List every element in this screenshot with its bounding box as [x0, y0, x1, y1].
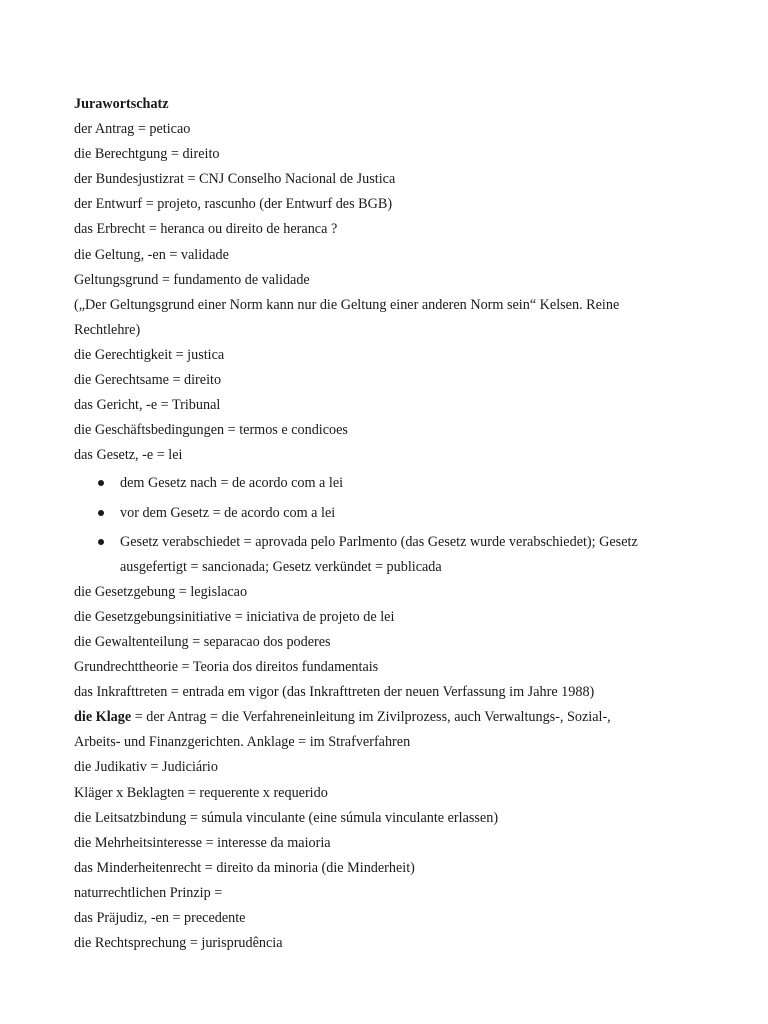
entry-gerechtigkeit: die Gerechtigkeit = justica	[74, 346, 225, 363]
bullet-icon	[98, 510, 104, 516]
entry-klaeger: Kläger x Beklagten = requerente x requerido	[74, 784, 328, 801]
klage-definition: = der Antrag = die Verfahreneinleitung im Zivilprozess, auch Verwaltungs-, Sozial-,	[131, 709, 611, 726]
entry-gericht: das Gericht, -e = Tribunal	[74, 397, 221, 414]
entry-geltung: die Geltung, -en = validade	[74, 246, 229, 263]
entry-gewaltenteilung: die Gewaltenteilung = separacao dos poderes	[74, 633, 331, 650]
entry-grundrechttheorie: Grundrechttheorie = Teoria dos direitos fundamentais	[74, 659, 379, 676]
entry-gesetzgebungsinitiative: die Gesetzgebungsinitiative = iniciativa de projeto de lei	[74, 608, 395, 625]
bullet-text: Gesetz verabschiedet = aprovada pelo Parlmento (das Gesetz wurde verabschiedet); Gesetz ausgefertigt = sancionada; Gesetz verkündet = publicada	[120, 533, 638, 575]
bullet-text: vor dem Gesetz = de acordo com a lei	[120, 504, 336, 521]
entry-berechtgung: die Berechtgung = direito	[74, 146, 220, 163]
entry-gesetz: das Gesetz, -e = lei	[74, 447, 183, 464]
entry-mehrheitsinteresse: die Mehrheitsinteresse = interesse da maioria	[74, 834, 331, 851]
kelsen-quote-line-1: („Der Geltungsgrund einer Norm kann nur die Geltung einer anderen Norm sein“ Kelsen. Reine	[74, 296, 620, 313]
entry-naturrecht: naturrechtlichen Prinzip =	[74, 884, 223, 901]
entry-bundesjustizrat: der Bundesjustizrat = CNJ Conselho Nacional de Justica	[74, 171, 396, 188]
entry-geschaeftsbedingungen: die Geschäftsbedingungen = termos e condicoes	[74, 422, 348, 439]
bullet-item	[74, 501, 694, 526]
entry-gesetzgebung: die Gesetzgebung = legislacao	[74, 583, 248, 600]
document-body	[74, 92, 694, 956]
entry-praejudiz: das Präjudiz, -en = precedente	[74, 910, 246, 926]
bullet-text: dem Gesetz nach = de acordo com a lei	[120, 475, 344, 492]
klage-term: die Klage	[74, 709, 132, 726]
entry-gerechtsame: die Gerechtsame = direito	[74, 372, 222, 389]
entry-geltungsgrund: Geltungsgrund = fundamento de validade	[74, 271, 310, 288]
entry-klage	[74, 705, 694, 730]
entry-minderheitenrecht: das Minderheitenrecht = direito da minoria (die Minderheit)	[74, 859, 415, 876]
entry-leitsatzbindung: die Leitsatzbindung = súmula vinculante (eine súmula vinculante erlassen)	[74, 809, 499, 826]
kelsen-quote-line-2: Rechtlehre)	[74, 321, 141, 338]
document-title: Jurawortschatz	[74, 96, 169, 112]
bullet-item	[74, 530, 694, 580]
entry-entwurf: der Entwurf = projeto, rascunho (der Entwurf des BGB)	[74, 196, 393, 213]
bullet-item	[74, 471, 694, 496]
bullet-icon	[98, 480, 104, 486]
entry-antrag: der Antrag = peticao	[74, 121, 191, 138]
gesetz-bullet-list	[74, 471, 694, 579]
bullet-icon	[98, 539, 104, 545]
entry-klage-continuation: Arbeits- und Finanzgerichten. Anklage = im Strafverfahren	[74, 734, 411, 751]
entry-inkrafttreten: das Inkrafttreten = entrada em vigor (das Inkrafttreten der neuen Verfassung im Jahre 1988)	[74, 684, 595, 701]
entry-rechtsprechung: die Rechtsprechung = jurisprudência	[74, 935, 283, 952]
entry-judikativ: die Judikativ = Judiciário	[74, 759, 218, 776]
entry-erbrecht: das Erbrecht = heranca ou direito de heranca ?	[74, 221, 338, 238]
